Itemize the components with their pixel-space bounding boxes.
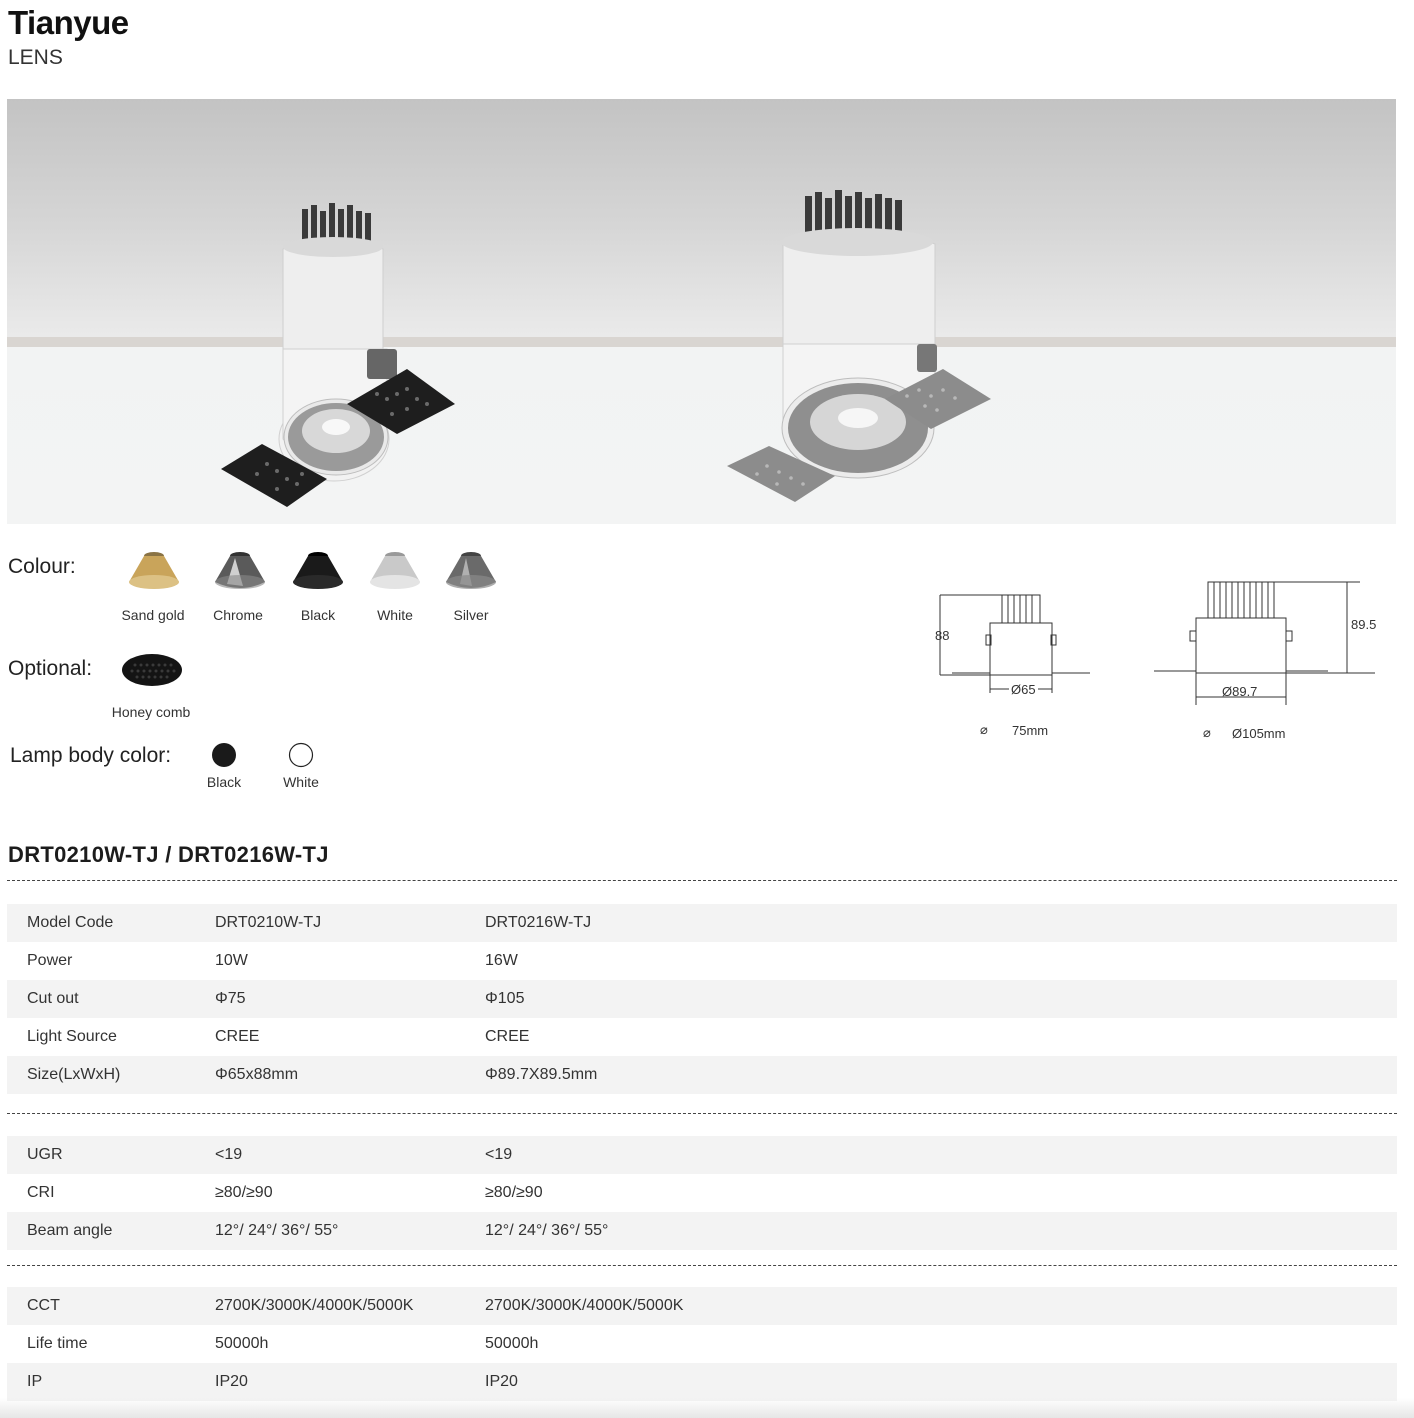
spec-label: CRI <box>27 1184 55 1201</box>
colour-option-label: Sand gold <box>121 607 185 623</box>
small-downlight-illustration <box>207 199 467 519</box>
spec-value: CREE <box>485 1028 530 1045</box>
spec-label: UGR <box>27 1146 63 1163</box>
spec-value: <19 <box>215 1146 243 1163</box>
colour-label: Colour: <box>8 555 76 578</box>
large-cutout-dimension: Ø105mm <box>1232 726 1286 741</box>
spec-value: Φ105 <box>485 990 525 1007</box>
table-row <box>7 1363 1397 1401</box>
divider <box>7 880 1397 881</box>
optional-item-label: Honey comb <box>111 704 191 720</box>
optional-label: Optional: <box>8 657 93 680</box>
colour-option-label: Chrome <box>213 607 263 623</box>
spec-value: Φ75 <box>215 990 246 1007</box>
spec-value: ≥80/≥90 <box>485 1184 543 1201</box>
spec-value: 50000h <box>485 1335 539 1352</box>
spec-value: 16W <box>485 952 518 969</box>
colour-option-label: White <box>377 607 413 623</box>
table-row <box>7 1136 1397 1174</box>
spec-value: DRT0216W-TJ <box>485 914 592 931</box>
spec-value: 2700K/3000K/4000K/5000K <box>215 1297 414 1314</box>
spec-value: IP20 <box>485 1373 518 1390</box>
table-row <box>7 1287 1397 1325</box>
spec-value: 12°/ 24°/ 36°/ 55° <box>215 1222 339 1239</box>
silver-reflector-swatch[interactable] <box>444 548 498 592</box>
spec-label: Model Code <box>27 914 114 931</box>
spec-label: Power <box>27 952 73 969</box>
colour-option-label: Silver <box>453 607 489 623</box>
spec-label: IP <box>27 1373 43 1390</box>
table-row <box>7 942 1397 980</box>
black-reflector-swatch[interactable] <box>291 548 345 592</box>
spec-label: Size(LxWxH) <box>27 1066 121 1083</box>
table-row <box>7 980 1397 1018</box>
lamp-body-option-label: White <box>283 774 319 790</box>
chrome-reflector-swatch[interactable] <box>213 548 267 592</box>
spec-value: ≥80/≥90 <box>215 1184 273 1201</box>
spec-label: Cut out <box>27 990 79 1007</box>
spec-label: CCT <box>27 1297 60 1314</box>
table-row <box>7 1325 1397 1363</box>
small-cutout-icon: ⌀ <box>980 722 988 737</box>
table-row <box>7 1174 1397 1212</box>
large-downlight-illustration <box>707 184 1007 514</box>
lamp-body-option-label: Black <box>206 774 242 790</box>
spec-value: DRT0210W-TJ <box>215 914 322 931</box>
table-row <box>7 904 1397 942</box>
table-row <box>7 1212 1397 1250</box>
lamp-body-black-swatch[interactable] <box>211 742 237 768</box>
spec-value: 12°/ 24°/ 36°/ 55° <box>485 1222 609 1239</box>
honeycomb-swatch[interactable] <box>121 653 183 687</box>
product-hero-image <box>7 99 1396 524</box>
divider <box>7 1265 1397 1266</box>
table-row <box>7 1018 1397 1056</box>
large-cutout-icon: ⌀ <box>1203 725 1211 740</box>
spec-value: <19 <box>485 1146 513 1163</box>
spec-value: Φ65x88mm <box>215 1066 299 1083</box>
large-height-dimension: 89.5 <box>1351 617 1377 632</box>
small-diameter-dimension: Ø65 <box>1011 682 1036 697</box>
spec-value: CREE <box>215 1028 260 1045</box>
spec-value: 2700K/3000K/4000K/5000K <box>485 1297 684 1314</box>
large-model-dimension-drawing <box>1150 575 1380 710</box>
divider <box>7 1113 1397 1114</box>
lamp-body-label: Lamp body color: <box>10 744 172 767</box>
large-diameter-dimension: Ø89.7 <box>1222 684 1258 699</box>
spec-label: Beam angle <box>27 1222 113 1239</box>
spec-value: Φ89.7X89.5mm <box>485 1066 598 1083</box>
lamp-body-white-swatch[interactable] <box>288 742 314 768</box>
small-cutout-dimension: 75mm <box>1012 723 1049 738</box>
spec-value: 50000h <box>215 1335 269 1352</box>
small-height-dimension: 88 <box>935 628 950 643</box>
sand-gold-reflector-swatch[interactable] <box>127 548 181 592</box>
product-category: LENS <box>8 46 63 69</box>
brand-name: Tianyue <box>8 4 129 41</box>
white-reflector-swatch[interactable] <box>368 548 422 592</box>
table-row <box>7 1056 1397 1094</box>
spec-label: Life time <box>27 1335 88 1352</box>
spec-value: IP20 <box>215 1373 248 1390</box>
spec-value: 10W <box>215 952 248 969</box>
colour-option-label: Black <box>300 607 336 623</box>
bottom-fade <box>0 1398 1414 1418</box>
spec-title: DRT0210W-TJ / DRT0216W-TJ <box>8 842 329 867</box>
spec-label: Light Source <box>27 1028 117 1045</box>
